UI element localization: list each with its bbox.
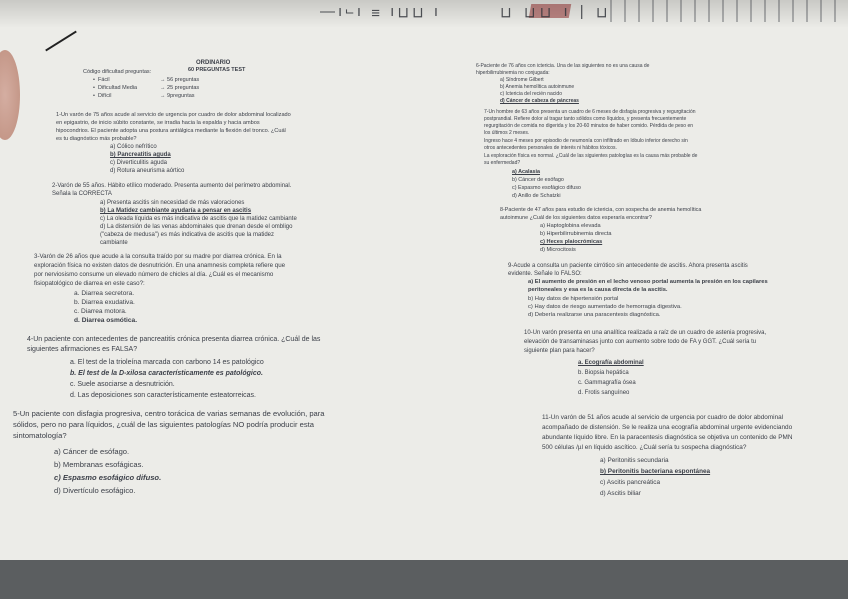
q11-line: abundante líquido libre. En la paracentesis diagnóstica se objetiva un contenido de PMN	[542, 434, 793, 441]
difficulty-medium-count: → 25 preguntas	[160, 85, 200, 91]
q4-line: 4-Un paciente con antecedentes de pancreatitis crónica presenta diarrea crónica. ¿Cuál de las	[27, 336, 321, 343]
q7-line: Ingreso hace 4 meses por episodio de neumonía con infiltrado en lóbulo inferior derecho sin	[484, 138, 688, 144]
q10-line: siguiente plan para hacer?	[524, 348, 595, 354]
q2-option-b: b) La Matidez cambiante ayudaría a pensar en ascitis	[100, 208, 252, 214]
q7-line: La exploración física es normal. ¿Cuál de las siguientes patologías es la causa más probable de	[484, 153, 698, 159]
q10-option-c: c. Gammagrafía ósea	[578, 380, 636, 386]
q6-line: 6-Paciente de 76 años con ictericia. Una de las siguientes no es una causa de	[476, 63, 650, 69]
q1-option-c: c) Diverticulitis aguda	[110, 160, 168, 166]
q10-line: elevación de transaminasas junto con aumento sobre todo de FA y GGT. ¿Cuál sería tu	[524, 339, 757, 345]
q1-option-d: d) Rotura aneurisma aórtico	[110, 168, 185, 174]
q2-line: Señala la CORRECTA	[52, 191, 112, 197]
q3-line: 3-Varón de 26 años que acude a la consulta traído por su madre por diarrea crónica. En la	[34, 253, 282, 260]
difficulty-easy: • Fácil	[93, 77, 110, 83]
q8-line: 8-Paciente de 47 años para estudio de ictericia, con sospecha de anemia hemolítica	[500, 207, 702, 213]
difficulty-easy-count: → 56 preguntas	[160, 77, 200, 83]
q10-option-a: a. Ecografía abdominal	[578, 360, 644, 366]
q7-option-d: d) Anillo de Schatzki	[512, 193, 561, 199]
q11-option-c: c) Ascitis pancreática	[600, 479, 661, 486]
q8-option-a: a) Haptoglobina elevada	[540, 223, 601, 229]
difficulty-medium: • Dificultad Media	[93, 85, 138, 91]
q3-line: exploración física no existen datos de desnutrición. En una anamnesis completa refiere que	[34, 262, 286, 269]
q11-line: acompañado de distensión. Se le realiza una ecografía abdominal urgente evidenciando	[542, 424, 793, 431]
q2-line: 2-Varón de 55 años. Hábito etílico moderado. Presenta aumento del perímetro abdominal.	[52, 183, 292, 189]
q4-option-b: b. El test de la D-xilosa característicamente es patológico.	[70, 370, 263, 377]
q8-option-d: d) Microcitosis	[540, 247, 576, 253]
q1-line: 1-Un varón de 75 años acude al servicio de urgencia por cuadro de dolor abdominal localizado	[56, 112, 291, 118]
q7-option-a: a) Acalasia	[512, 169, 540, 175]
q1-option-b: b) Pancreatitis aguda	[110, 152, 171, 158]
q9-option-d: d) Debería realizarse una paracentesis diagnóstica.	[528, 312, 661, 318]
bleed-through-text-2: ⊓ ⊓⊓ ı | ⊓	[500, 4, 612, 21]
q5-line: sintomatología?	[13, 431, 67, 440]
pen-mark	[45, 31, 77, 52]
q11-line: 11-Un varón de 51 años acude al servicio de urgencia por cuadro de dolor abdominal	[542, 414, 784, 421]
q9-option-a-cont: peritoneales y esa es la causa directa de la ascitis.	[528, 287, 668, 293]
q8-line: autoinmune ¿Cuál de los siguientes datos esperaría encontrar?	[500, 215, 652, 221]
q6-option-c: c) Ictericia del recién nacido	[500, 91, 562, 97]
q1-line: hipocondrios. El paciente adopta una postura antiálgica mediante la flexión del tronco. ¿Cuál	[56, 128, 286, 134]
q5-option-c: c) Espasmo esofágico difuso.	[54, 473, 162, 482]
difficulty-hard: • Difícil	[93, 93, 112, 99]
q4-option-a: a. El test de la trioleína marcada con carbono 14 es patológico	[70, 359, 264, 366]
q3-line: por nerviosismo consume un elevado número de chicles al día. ¿Cuál es el mecanismo	[34, 271, 274, 278]
q3-option-c: c. Diarrea motora.	[74, 308, 127, 315]
q7-line: 7-Un hombre de 63 años presenta un cuadro de 6 meses de disfagia progresiva y regurgitación	[484, 109, 696, 115]
q11-option-a: a) Peritonitis secundaria	[600, 457, 669, 464]
q10-option-b: b. Biopsia hepática	[578, 370, 629, 376]
q2-option-d-cont: ("cabeza de medusa") es más indicativa de ascitis que la matidez	[100, 232, 275, 238]
q2-option-c: c) La oleada líquida es más indicativa de ascitis que la matidez cambiante	[100, 216, 297, 222]
q6-option-a: a) Síndrome Gilbert	[500, 77, 544, 83]
q5-line: 5-Un paciente con disfagia progresiva, centro torácica de varias semanas de evolución, para	[13, 409, 325, 418]
q6-option-b: b) Anemia hemolítica autoinmune	[500, 84, 575, 90]
q4-option-c: c. Suele asociarse a desnutrición.	[70, 381, 175, 388]
q9-option-a: a) El aumento de presión en el lecho venoso portal aumenta la presión en los capilares	[528, 279, 768, 285]
q5-option-d: d) Divertículo esofágico.	[54, 486, 136, 495]
q7-line: su enfermedad?	[484, 160, 521, 166]
thumb-shadow	[0, 50, 20, 140]
q2-option-a: a) Presenta ascitis sin necesidad de más valoraciones	[100, 200, 245, 206]
difficulty-hard-count: → 9preguntas	[160, 93, 195, 99]
q11-line: 500 células /µl en líquido ascítico. ¿Cuál sería tu sospecha diagnóstica?	[542, 444, 747, 451]
q3-line: fisiopatológico de diarrea en este caso?:	[34, 280, 145, 287]
q4-option-d: d. Las deposiciones son característicamente esteatorreicas.	[70, 392, 256, 399]
exam-subtitle: 60 PREGUNTAS TEST	[188, 67, 246, 73]
table-surface	[0, 560, 848, 599]
q5-line: sólidos, pero no para líquidos, ¿cuál de las siguientes patologías NO podría producir esta	[13, 420, 314, 429]
q10-line: 10-Un varón presenta en una analítica realizada a raíz de un cuadro de astenia progresiva,	[524, 330, 767, 336]
bleed-through-text: —ı⌐ı ≡ ı⊓⊓ ı	[320, 4, 442, 21]
bleed-through-lines	[610, 0, 848, 22]
q7-line: los últimos 2 meses.	[484, 130, 530, 136]
q7-option-b: b) Cáncer de esófago	[512, 177, 564, 183]
q11-option-d: d) Ascitis biliar	[600, 490, 641, 497]
q5-option-a: a) Cáncer de esófago.	[54, 447, 130, 456]
q10-option-d: d. Frotis sanguíneo	[578, 390, 630, 396]
q9-option-b: b) Hay datos de hipertensión portal	[528, 296, 619, 302]
q8-option-c: c) Heces plaiocrómicas	[540, 239, 603, 245]
q3-option-a: a. Diarrea secretora.	[74, 290, 135, 297]
q3-option-d: d. Diarrea osmótica.	[74, 317, 138, 324]
exam-title: ORDINARIO	[196, 60, 231, 66]
q11-option-b: b) Peritonitis bacteriana espontánea	[600, 468, 711, 475]
q5-option-b: b) Membranas esofágicas.	[54, 460, 144, 469]
q2-option-d: d) La distensión de las venas abdominales que drenan desde el ombligo	[100, 224, 293, 230]
q7-line: otros antecedentes personales de interés ni hábitos tóxicos.	[484, 145, 617, 151]
q3-option-b: b. Diarrea exudativa.	[74, 299, 135, 306]
q7-line: regurgitación de comida no digerida y los 20-60 minutos de haber comido. Pérdida de peso en	[484, 123, 694, 129]
q1-option-a: a) Cólico nefrítico	[110, 144, 157, 150]
q7-line: postprandial. Refiere dolor al tragar tanto sólidos como líquidos, y presenta frecuentemente	[484, 116, 687, 122]
q1-line: es tu diagnóstico más probable?	[56, 136, 137, 142]
difficulty-label: Código dificultad preguntas:	[83, 69, 152, 75]
q8-option-b: b) Hiperbilirrubinemia directa	[540, 231, 612, 237]
q9-option-c: c) Hay datos de riesgo aumentado de hemorragia digestiva.	[528, 304, 682, 310]
q2-option-d-cont: cambiante	[100, 240, 128, 246]
q1-line: en epigastrio, de inicio súbito constante, se irradia hacia la espalda y hacia ambos	[56, 120, 260, 126]
q9-line: 9-Acude a consulta un paciente cirrótico sin antecedente de ascitis. Ahora presenta ascitis	[508, 263, 748, 269]
q6-line: hiperbilirrubinemia no conjugada:	[476, 70, 550, 76]
q7-option-c: c) Espasmo esofágico difuso	[512, 185, 581, 191]
q6-option-d: d) Cáncer de cabeza de páncreas	[500, 98, 579, 104]
q9-line: evidente. Señale lo FALSO:	[508, 271, 582, 277]
q4-line: siguientes afirmaciones es FALSA?	[27, 346, 138, 353]
